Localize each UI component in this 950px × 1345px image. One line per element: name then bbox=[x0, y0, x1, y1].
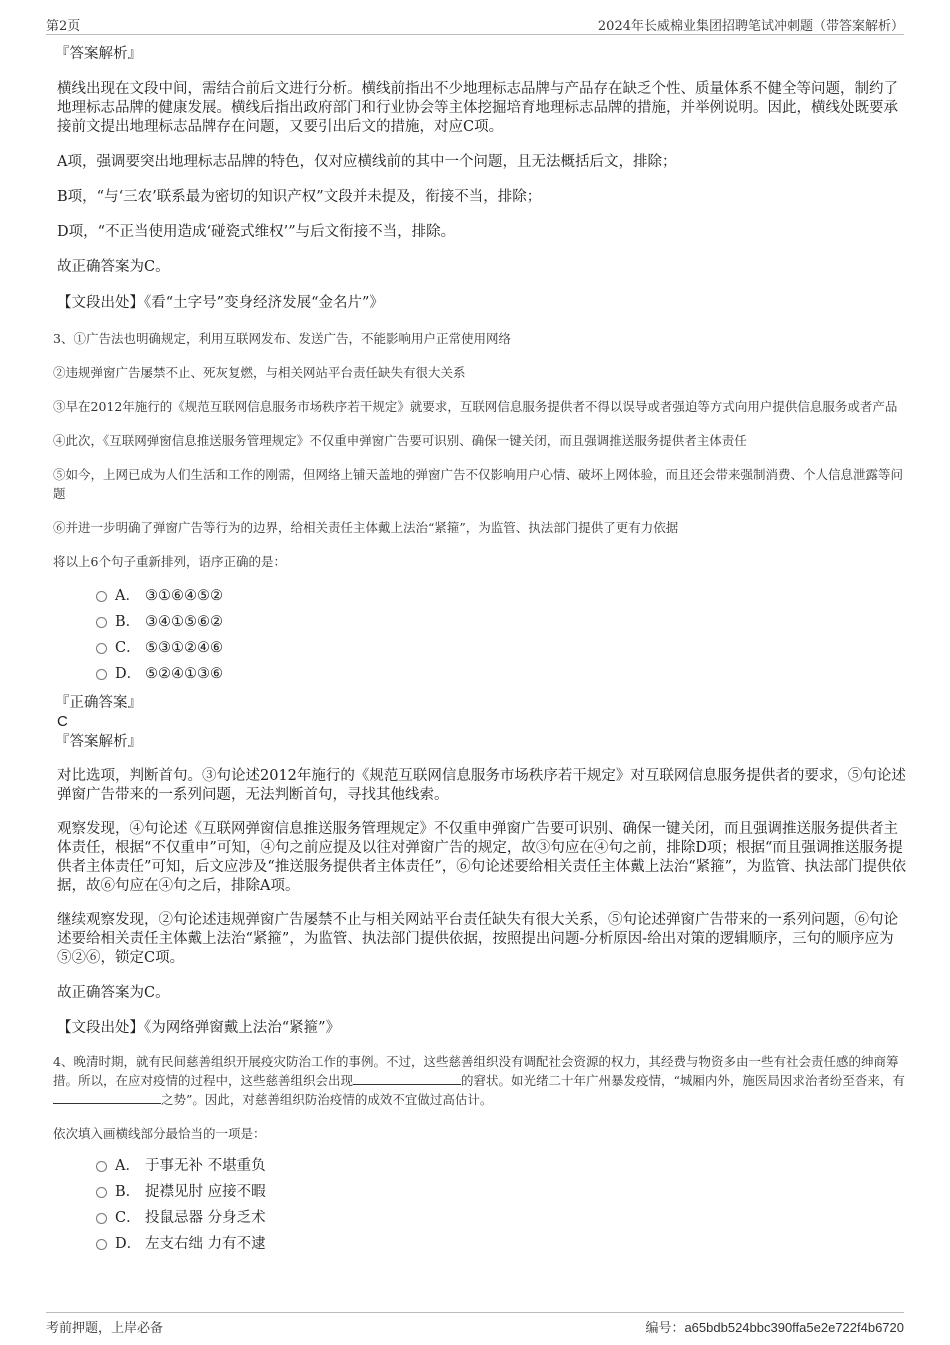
document-id: 编号：a65bdb524bbc390ffa5e2e722f4b6720 bbox=[645, 1320, 904, 1335]
question-sentence: ③早在2012年施行的《规范互联网信息服务市场秩序若干规定》就要求，互联网信息服务提供者不得以误导或者强迫等方式向用户提供信息服务或者产品 bbox=[53, 399, 898, 414]
question-text: 4、晚清时期，就有民间慈善组织开展疫灾防治工作的事例。不过，这些慈善组织没有调配社会资源的权力，其经费与物资多由一些有社会责任感的绅商筹措。所以，在应对疫情的过程中，这些慈善组织会出现 的窘状。如光绪二十年广州暴发疫情，“城厢内外，施医局因求治者纷至沓来，有之势”。因此，对慈善组织防治疫情的成效不宜做过高估计。 bbox=[53, 1054, 905, 1107]
option-b[interactable]: B． 捉襟见肘 应接不暇 bbox=[57, 1179, 907, 1205]
question-sentence: ④此次，《互联网弹窗信息推送服务管理规定》不仅重申弹窗广告要可识别、确保一键关闭，而且强调推送服务提供者主体责任 bbox=[53, 433, 747, 448]
q3-options bbox=[57, 583, 907, 687]
analysis-label: 『答案解析』 bbox=[55, 734, 142, 750]
radio-icon[interactable] bbox=[96, 1239, 107, 1250]
question-prompt: 将以上6个句子重新排列，语序正确的是： bbox=[53, 554, 286, 569]
radio-icon[interactable] bbox=[96, 1213, 107, 1224]
option-d[interactable]: D． 左支右绌 力有不逮 bbox=[57, 1231, 907, 1257]
analysis-paragraph: 对比选项，判断首句。③句论述2012年施行的《规范互联网信息服务市场秩序若干规定》对互联网信息服务提供者的要求，⑤句论述弹窗广告带来的一系列问题，无法判断首句，寻找其他线索。 bbox=[57, 768, 906, 803]
option-a[interactable]: A． ③①⑥④⑤② bbox=[57, 583, 907, 609]
page-header bbox=[46, 12, 904, 35]
question-sentence: 3、①广告法也明确规定，利用互联网发布、发送广告，不能影响用户正常使用网络 bbox=[53, 331, 511, 346]
option-c[interactable]: C． 投鼠忌器 分身乏术 bbox=[57, 1205, 907, 1231]
option-a[interactable]: A． 于事无补 不堪重负 bbox=[57, 1153, 907, 1179]
analysis-paragraph: 继续观察发现，②句论述违规弹窗广告屡禁不止与相关网站平台责任缺失有很大关系，⑤句论述弹窗广告带来的一系列问题，⑥句论述要给相关责任主体戴上法治“紧箍”，为监管、执法部门提供依据，按照提出问题-分析原因-给出对策的逻辑顺序，三句的顺序应为⑤②⑥，锁定C项。 bbox=[57, 912, 898, 966]
analysis-conclusion: 故正确答案为C。 bbox=[57, 985, 170, 1001]
radio-icon[interactable] bbox=[96, 669, 107, 680]
analysis-paragraph: 观察发现，④句论述《互联网弹窗信息推送服务管理规定》不仅重申弹窗广告要可识别、确保一键关闭，而且强调推送服务提供者主体责任，根据“不仅重申”可知，④句之前应提及以往对弹窗广告的规定，故③句应在④句之前，排除D项；根据“而且强调推送服务提供者主体责任”可知，后文应涉及“推送服务提供者主体责任”，⑥句论述要给相关责任主体戴上法治“紧箍”，为监管、执法部门提供依据，故⑥句应在④句之后，排除A项。 bbox=[57, 821, 907, 894]
page-content bbox=[53, 44, 907, 1257]
option-c[interactable]: C． ⑤③①②④⑥ bbox=[57, 635, 907, 661]
radio-icon[interactable] bbox=[96, 1187, 107, 1198]
source-citation: 【文段出处】《为网络弹窗戴上法治“紧箍”》 bbox=[57, 1020, 341, 1036]
analysis-paragraph: A项，强调要突出地理标志品牌的特色，仅对应横线前的其中一个问题，且无法概括后文，排除； bbox=[57, 154, 677, 170]
footer-slogan: 考前押题，上岸必备 bbox=[46, 1321, 164, 1336]
fill-blank bbox=[353, 1072, 461, 1085]
question-sentence: ⑥并进一步明确了弹窗广告等行为的边界，给相关责任主体戴上法治“紧箍”，为监管、执法部门提供了更有力依据 bbox=[53, 520, 679, 535]
document-title: 2024年长威棉业集团招聘笔试冲刺题（带答案解析） bbox=[597, 19, 904, 34]
fill-blank bbox=[53, 1091, 161, 1104]
radio-icon[interactable] bbox=[96, 1161, 107, 1172]
question-sentence: ⑤如今，上网已成为人们生活和工作的刚需，但网络上铺天盖地的弹窗广告不仅影响用户心情、破坏上网体验，而且还会带来强制消费、个人信息泄露等问题 bbox=[53, 467, 904, 501]
radio-icon[interactable] bbox=[96, 643, 107, 654]
radio-icon[interactable] bbox=[96, 591, 107, 602]
radio-icon[interactable] bbox=[96, 617, 107, 628]
analysis-paragraph: D项，“不正当使用造成‘碰瓷式维权’”与后文衔接不当，排除。 bbox=[57, 224, 456, 240]
analysis-conclusion: 故正确答案为C。 bbox=[57, 259, 170, 275]
option-d[interactable]: D． ⑤②④①③⑥ bbox=[57, 661, 907, 687]
analysis-paragraph: B项，“与‘三农’联系最为密切的知识产权”文段并未提及，衔接不当，排除； bbox=[57, 189, 542, 205]
question-sentence: ②违规弹窗广告屡禁不止、死灰复燃，与相关网站平台责任缺失有很大关系 bbox=[53, 365, 466, 380]
source-citation: 【文段出处】《看“土字号”变身经济发展“金名片”》 bbox=[57, 295, 384, 311]
page-number: 第2页 bbox=[46, 19, 81, 34]
q4-options bbox=[57, 1153, 907, 1257]
option-b[interactable]: B． ③④①⑤⑥② bbox=[57, 609, 907, 635]
analysis-label: 『答案解析』 bbox=[55, 46, 142, 62]
analysis-paragraph: 横线出现在文段中间，需结合前后文进行分析。横线前指出不少地理标志品牌与产品存在缺乏个性、质量体系不健全等问题，制约了地理标志品牌的健康发展。横线后指出政府部门和行业协会等主体挖掘培育地理标志品牌的措施，并举例说明。因此，横线处既要承接前文提出地理标志品牌存在问题，又要引出后文的措施，对应C项。 bbox=[57, 81, 898, 135]
page-footer bbox=[46, 1312, 904, 1337]
correct-answer-label: 『正确答案』 bbox=[55, 695, 142, 711]
correct-answer: C bbox=[57, 713, 68, 730]
question-prompt: 依次填入画横线部分最恰当的一项是： bbox=[53, 1126, 266, 1141]
